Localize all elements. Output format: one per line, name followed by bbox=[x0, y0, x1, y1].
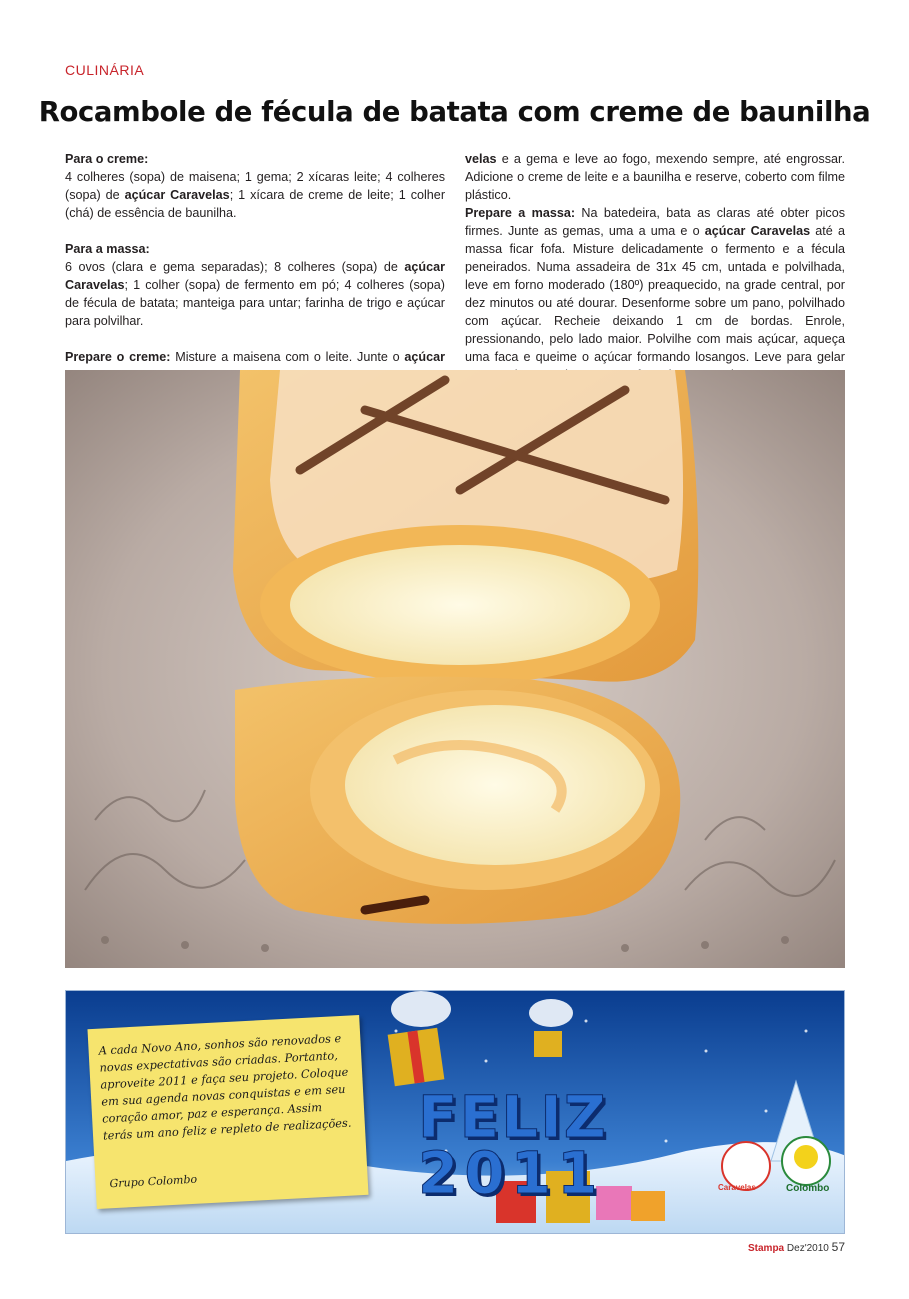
prep-creme-continued: velas e a gema e leve ao fogo, mexendo sempre, até engrossar. Adicione o creme de leite e a baunilha e reserve, coberto com filme plástico. bbox=[465, 152, 845, 202]
note-signature: Grupo Colombo bbox=[109, 1172, 198, 1191]
colombo-logo: Colombo bbox=[786, 1183, 830, 1194]
page-number: 57 bbox=[831, 1240, 845, 1254]
sticky-note bbox=[87, 1015, 368, 1209]
headline-feliz: FELIZ bbox=[418, 1083, 608, 1151]
magazine-name: Stampa bbox=[748, 1243, 785, 1254]
prep-massa-text: Prepare a massa: Na batedeira, bata as claras até obter picos firmes. Junte as gemas, uma a uma e o açúcar Caravelas até a massa ficar fofa. Misture delicadamente o fermento e a fécula peneirados. Numa assadeira de 31x 45 cm, untada e polvilhada, leve em forno moderado (180º) preaquecido, na grade central, por dez minutos ou até dourar. Desenforme sobre um pano, polvilhado com açúcar. Recheie deixando 1 cm de bordas. Enrole, pressionando, pelo lado maior. Polvilhe com mais açúcar, aqueça uma faca e queime o açúcar formando losangos. Leve para gelar bbox=[465, 206, 845, 364]
creme-heading: Para o creme: bbox=[65, 152, 149, 166]
massa-ingredients: 6 ovos (clara e gema separadas); 8 colheres (sopa) de açúcar Caravelas; 1 colher (sopa) de fermento em pó; 4 colheres (sopa) de fécula de batata; manteiga para untar; farinha de trigo e açúcar para polvilhar. bbox=[65, 260, 445, 328]
creme-ingredients: 4 colheres (sopa) de maisena; 1 gema; 2 xícaras leite; 4 colheres (sopa) de açúcar Caravelas; 1 xícara de creme de leite; 1 colher (chá) de essência de baunilha. bbox=[65, 170, 446, 220]
recipe-photo bbox=[65, 370, 845, 968]
issue-date: Dez'2010 bbox=[786, 1243, 829, 1254]
page-footer bbox=[748, 1240, 845, 1254]
section-label: CULINÁRIA bbox=[65, 62, 145, 78]
right-column bbox=[465, 150, 845, 384]
headline-year: 2011 bbox=[418, 1139, 604, 1207]
massa-heading: Para a massa: bbox=[65, 242, 150, 256]
note-message: A cada Novo Ano, sonhos são renovados e novas expectativas são criadas. Portanto, aproveite 2011 e faça seu projeto. Coloque em sua agenda novas conquistas e em seu coração amor, paz e esperança. Assim terás um ano feliz e repleto de realizações. bbox=[98, 1030, 352, 1143]
caravelas-logo: Caravelas bbox=[718, 1183, 756, 1192]
left-column bbox=[65, 150, 445, 384]
recipe-title: Rocambole de fécula de batata com creme de baunilha bbox=[38, 96, 871, 128]
prep-creme-text: Prepare o creme: Misture a maisena com o leite. Junte o açúcar bbox=[65, 350, 446, 364]
